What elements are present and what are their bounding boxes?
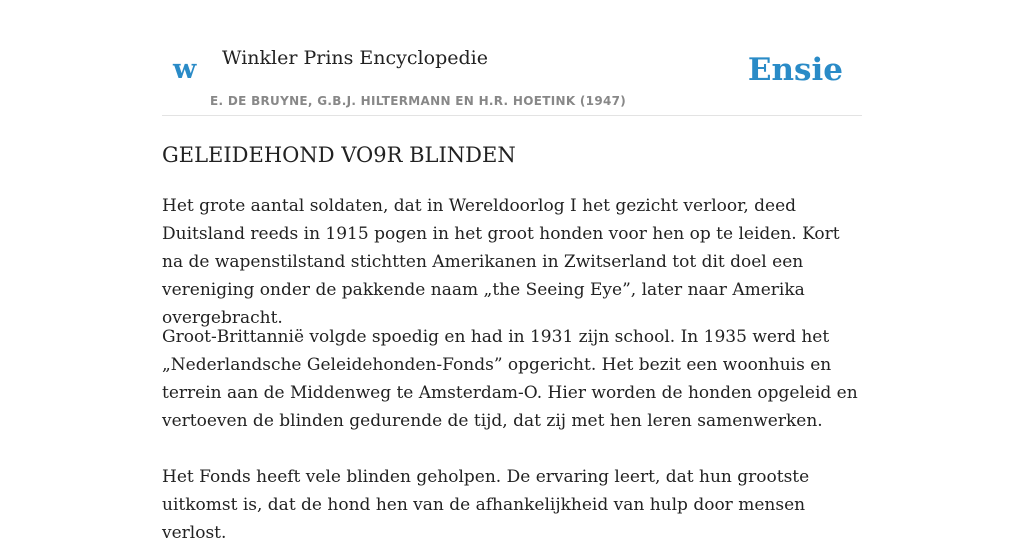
publication-title[interactable]: Winkler Prins Encyclopedie <box>222 47 488 69</box>
publication-authors: E. DE BRUYNE, G.B.J. HILTERMANN EN H.R. HOETINK (1947) <box>210 94 627 108</box>
article-paragraph-3: Het Fonds heeft vele blinden geholpen. De ervaring leert, dat hun grootste uitkomst is, dat de hond hen van de afhankelijkheid van hulp door mensen verlost. <box>162 467 810 543</box>
article-title: GELEIDEHOND VO9R BLINDEN <box>162 143 516 167</box>
header-divider <box>162 115 862 116</box>
brand-logo[interactable]: Ensie <box>747 52 843 88</box>
article-paragraph-1: Het grote aantal soldaten, dat in Wereldoorlog I het gezicht verloor, deed Duitsland reeds in 1915 pogen in het groot honden voor hen op te leiden. Kort na de wapenstilstand stichtten Amerikanen in Zwitserland tot dit doel een vereniging onder de pakkende naam „the Seeing Eye”, later naar Amerika overgebracht. <box>162 196 840 328</box>
article-paragraph-2: Groot-Brittannië volgde spoedig en had in 1931 zijn school. In 1935 werd het „Nederlandsche Geleidehonden-Fonds” opgericht. Het bezit een woonhuis en terrein aan de Middenweg te Amsterdam-O. Hier worden de honden opgeleid en vertoeven de blinden gedurende de tijd, dat zij met hen leren samenwerken. <box>162 327 858 431</box>
encyclopedia-logo[interactable]: w <box>173 54 197 85</box>
